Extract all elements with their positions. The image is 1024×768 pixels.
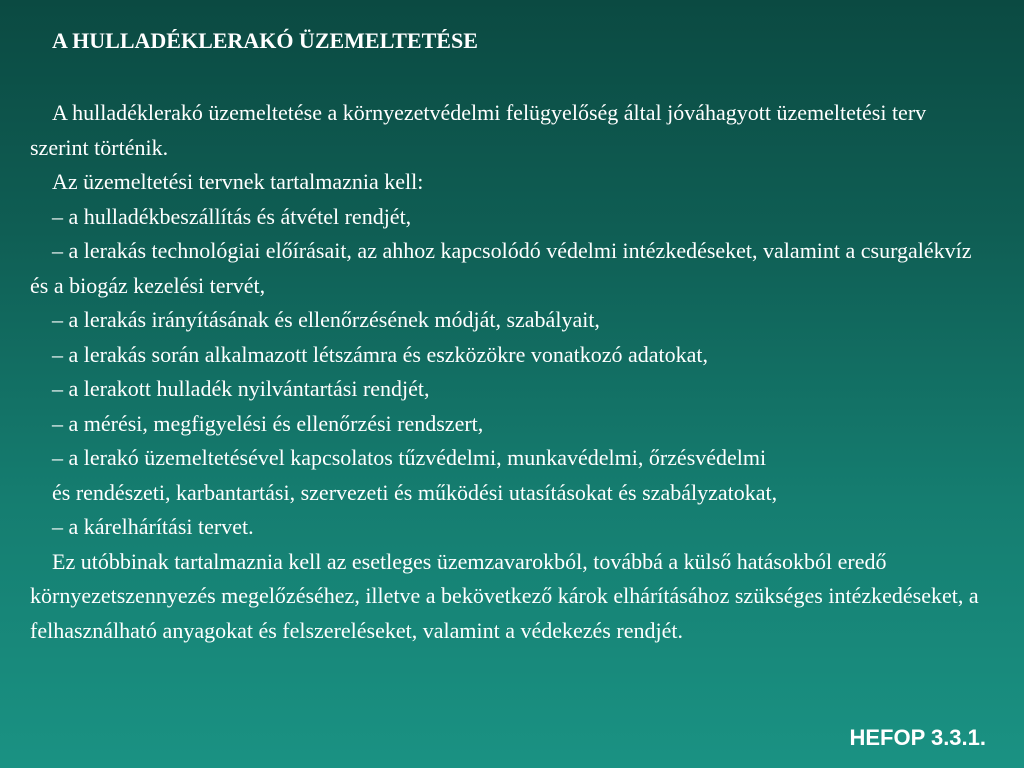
list-item: – a kárelhárítási tervet. (52, 514, 254, 539)
list-item: – a lerakás technológiai előírásait, az ahhoz kapcsolódó védelmi intézkedéseket, valamint a csurgalékvíz és a biogáz kezelési tervét, (30, 238, 972, 298)
paragraph-requirements-heading: Az üzemeltetési tervnek tartalmaznia kell: (52, 169, 424, 194)
list-item: – a lerakó üzemeltetésével kapcsolatos tűzvédelmi, munkavédelmi, őrzésvédelmi (52, 445, 767, 470)
slide-title: A HULLADÉKLERAKÓ ÜZEMELTETÉSE (52, 28, 478, 53)
list-item: – a mérési, megfigyelési és ellenőrzési rendszert, (52, 410, 484, 436)
footer-label: HEFOP 3.3.1. (849, 725, 986, 750)
list-item: – a lerakás irányításának és ellenőrzésének módját, szabályait, (52, 307, 600, 332)
list-item-continuation: és rendészeti, karbantartási, szervezeti és működési utasításokat és szabályzatokat, (52, 479, 778, 505)
paragraph-closing: Ez utóbbinak tartalmaznia kell az esetleges üzemzavarokból, továbbá a külső hatásokból eredő környezetszennyezés megelőzéséhez, illetve a bekövetkező károk elhárításához szükséges intézkedéseket, a felhasználható anyagokat és felszereléseket, valamint a védekezés rendjét. (30, 548, 979, 643)
slide-body (30, 96, 980, 648)
paragraph-intro: A hulladéklerakó üzemeltetése a környezetvédelmi felügyelőség által jóváhagyott üzemeltetési terv szerint történik. (30, 100, 927, 160)
list-item: – a lerakás során alkalmazott létszámra és eszközökre vonatkozó adatokat, (52, 341, 709, 367)
list-item: – a lerakott hulladék nyilvántartási rendjét, (52, 376, 430, 401)
list-item: – a hulladékbeszállítás és átvétel rendjét, (52, 203, 412, 229)
